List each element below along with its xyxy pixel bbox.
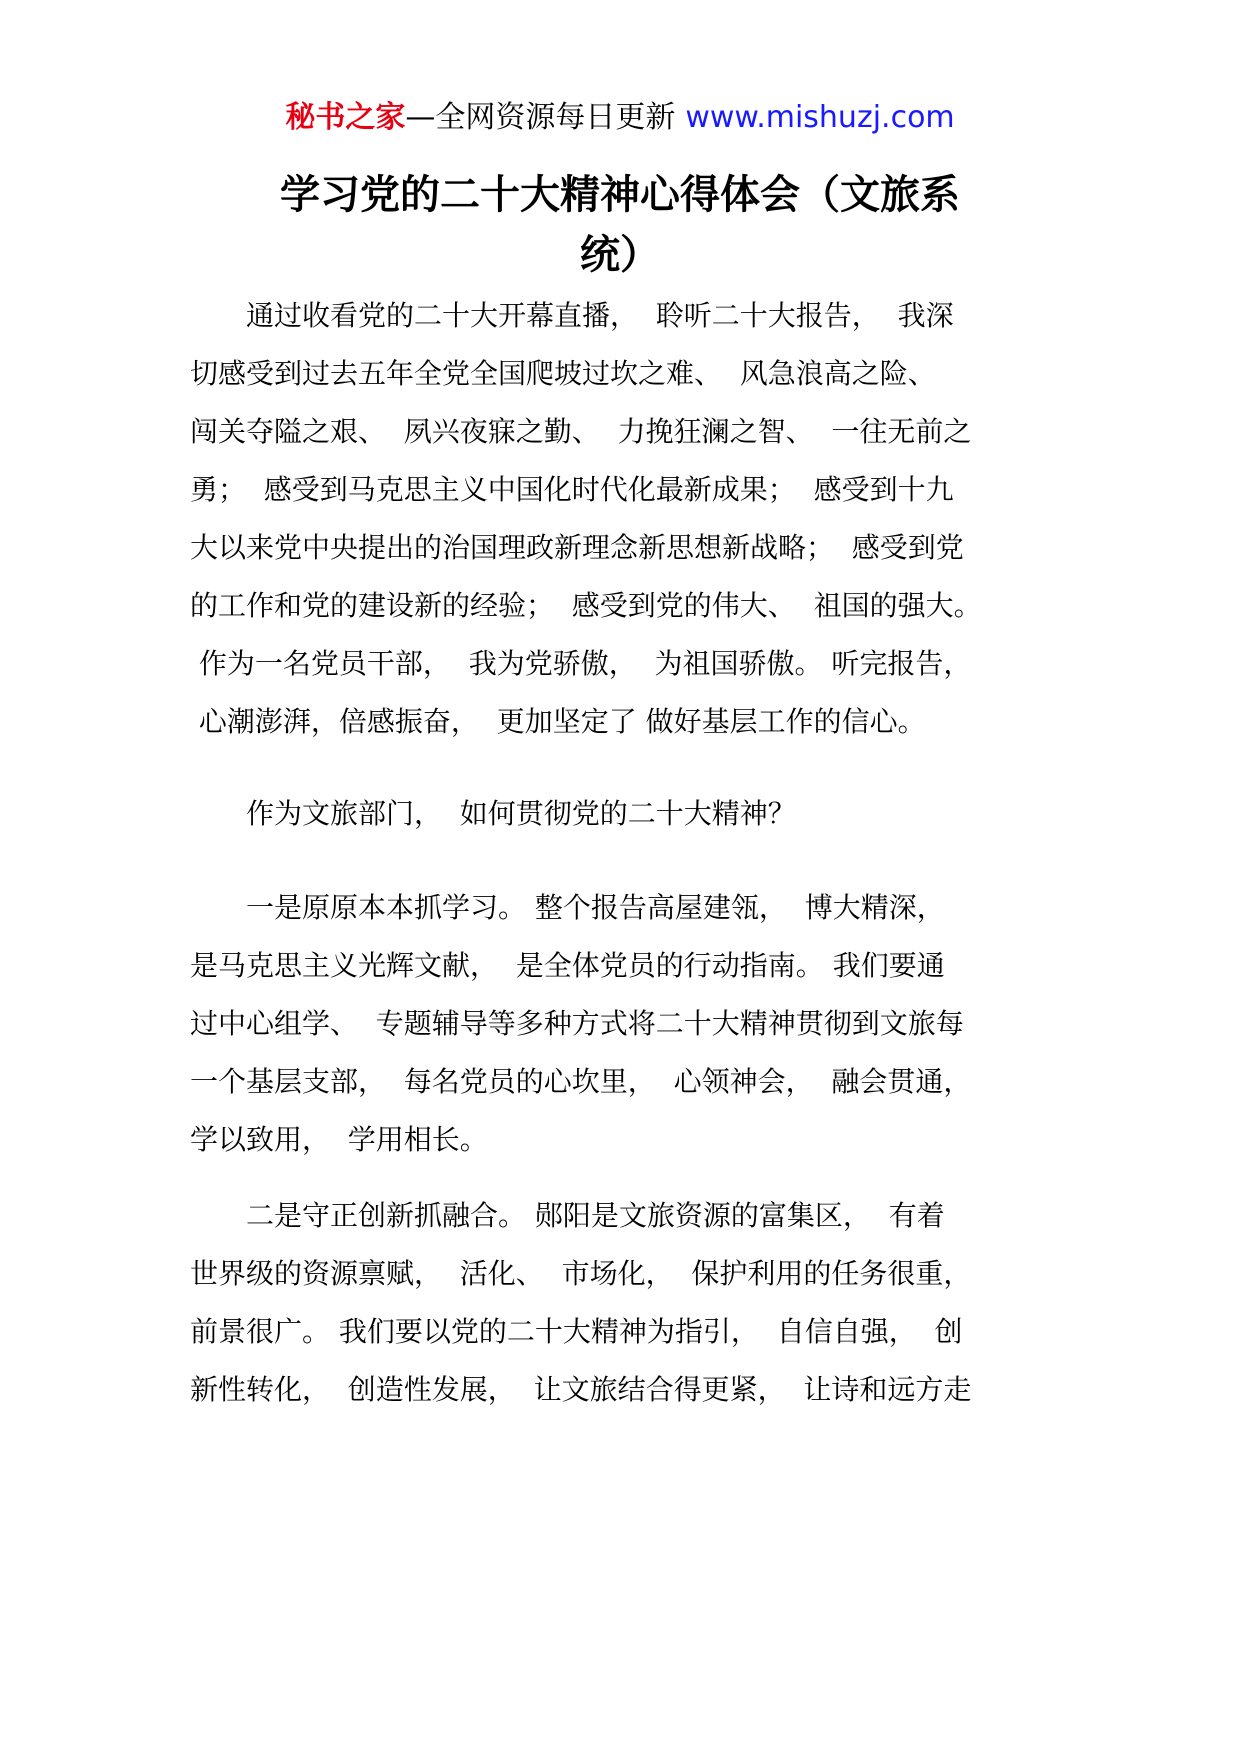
paragraph-line: 闯关夺隘之艰、 夙兴夜寐之勤、 力挽狂澜之智、 一往无前之 xyxy=(190,415,972,448)
site-url[interactable]: www.mishuzj.com xyxy=(685,100,955,135)
paragraph-line: 前景很广。 我们要以党的二十大精神为指引， 自信自强， 创 xyxy=(190,1315,963,1348)
paragraph-line: 一个基层支部， 每名党员的心坎里， 心领神会， 融会贯通， xyxy=(190,1065,972,1098)
paragraph-line: 世界级的资源禀赋， 活化、 市场化， 保护利用的任务很重， xyxy=(190,1257,972,1290)
paragraph-line: 过中心组学、 专题辅导等多种方式将二十大精神贯彻到文旅每 xyxy=(190,1007,964,1040)
brand-name: 秘书之家 xyxy=(285,100,406,135)
paragraph-line: 心潮澎湃，倍感振奋， 更加坚定了 做好基层工作的信心。 xyxy=(190,705,926,738)
title-line-1: 学习党的二十大精神心得体会（文旅系 xyxy=(280,172,960,218)
paragraph-line: 二是守正创新抓融合。 郧阳是文旅资源的富集区， 有着 xyxy=(190,1199,945,1232)
paragraph-line: 作为文旅部门， 如何贯彻党的二十大精神？ xyxy=(190,797,796,830)
paragraph-line: 勇； 感受到马克思主义中国化时代化最新成果； 感受到十九 xyxy=(190,473,954,506)
paragraph-line: 是马克思主义光辉文献， 是全体党员的行动指南。 我们要通 xyxy=(190,949,945,982)
title-line-2: 统） xyxy=(580,232,660,278)
paragraph-line: 作为一名党员干部， 我为党骄傲， 为祖国骄傲。 听完报告， xyxy=(190,647,972,680)
paragraph-line: 一是原原本本抓学习。 整个报告高屋建瓴， 博大精深， xyxy=(190,891,945,924)
site-header xyxy=(0,98,1240,138)
paragraph-line: 新性转化， 创造性发展， 让文旅结合得更紧， 让诗和远方走 xyxy=(190,1373,972,1406)
paragraph-line: 大以来党中央提出的治国理政新理念新思想新战略； 感受到党 xyxy=(190,531,964,564)
document-title xyxy=(190,165,1050,285)
header-slogan: —全网资源每日更新 xyxy=(405,100,676,135)
paragraph-line: 的工作和党的建设新的经验； 感受到党的伟大、 祖国的强大。 xyxy=(190,589,982,622)
paragraph-line: 学以致用， 学用相长。 xyxy=(190,1123,488,1156)
paragraph-line: 通过收看党的二十大开幕直播， 聆听二十大报告， 我深 xyxy=(190,299,954,332)
paragraph-line: 切感受到过去五年全党全国爬坡过坎之难、 风急浪高之险、 xyxy=(190,357,936,390)
